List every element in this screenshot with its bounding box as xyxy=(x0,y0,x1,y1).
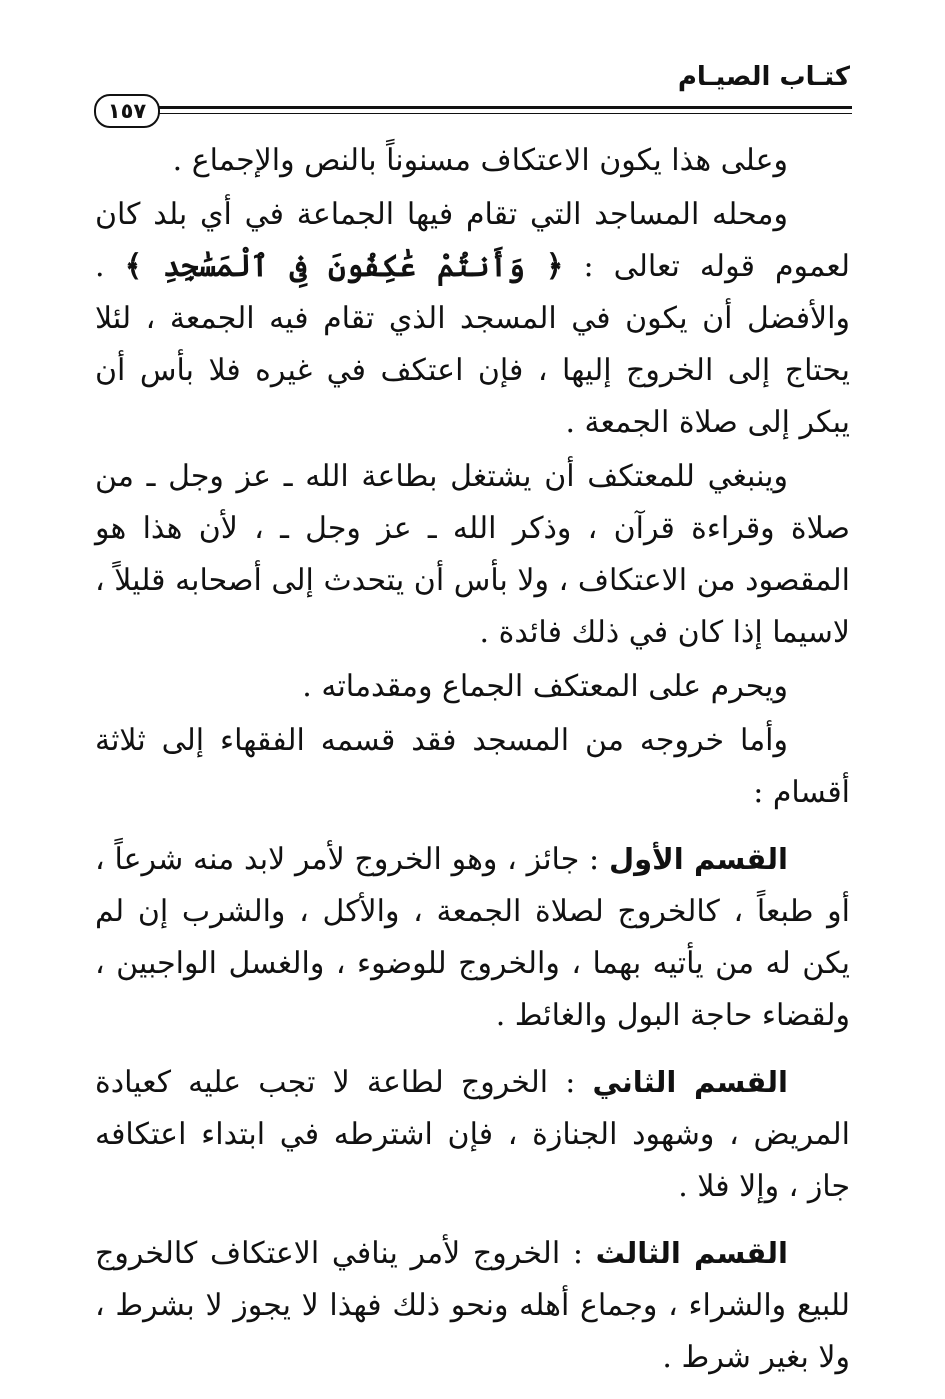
section-heading: القسم الثالث xyxy=(595,1236,788,1270)
paragraph: وعلى هذا يكون الاعتكاف مسنوناً بالنص والإجماع . xyxy=(172,143,788,178)
section-paragraph xyxy=(95,1227,850,1384)
quran-verse: ﴿ وَأَنتُمْ عَٰكِفُونَ فِى ٱلْمَسَٰجِدِ ﴾ xyxy=(124,249,564,284)
paragraph: وأما خروجه من المسجد فقد قسمه الفقهاء إلى ثلاثة أقسام : xyxy=(95,723,850,810)
section-text: : الخروج لأمر ينافي الاعتكاف كالخروج للبيع والشراء ، وجماع أهله ونحو ذلك فهذا لا يجوز لا بشرط ، ولا بغير شرط . xyxy=(95,1236,850,1375)
section-paragraph xyxy=(95,833,850,1042)
section-text: : الخروج لطاعة لا تجب عليه كعيادة المريض ، وشهود الجنازة ، فإن اشترطه في ابتداء اعتكافه جاز ، وإلا فلا . xyxy=(95,1065,850,1204)
paragraph: ويحرم على المعتكف الجماع ومقدماته . xyxy=(302,669,788,704)
header-rule xyxy=(140,106,852,109)
header-rule-thin xyxy=(140,113,852,114)
section-paragraph xyxy=(95,1056,850,1213)
running-title: كتـاب الصيـام xyxy=(677,62,850,92)
section-heading: القسم الثاني xyxy=(592,1065,788,1099)
body-text xyxy=(95,135,850,1384)
paragraph: وينبغي للمعتكف أن يشتغل بطاعة الله ـ عز وجل ـ من صلاة وقراءة قرآن ، وذكر الله ـ عز وجل ـ ، لأن هذا هو المقصود من الاعتكاف ، ولا بأس أن يتحدث إلى أصحابه قليلاً ، لاسيما إذا كان في ذلك فائدة . xyxy=(95,459,850,650)
section-text: : جائز ، وهو الخروج لأمر لابد منه شرعاً ، أو طبعاً ، كالخروج لصلاة الجمعة ، والأكل ، والشرب إن لم يكن له من يأتيه بهما ، والخروج للوضوء ، والغسل الواجبين ، ولقضاء حاجة البول والغائط . xyxy=(95,842,850,1033)
section-heading: القسم الأول xyxy=(608,842,788,876)
page-number: ١٥٧ xyxy=(94,94,160,128)
paragraph-text: ومحله المساجد التي تقام فيها الجماعة في أي بلد كان لعموم قوله تعالى : xyxy=(95,197,851,284)
paragraph xyxy=(95,189,850,449)
paragraph-text: . والأفضل أن يكون في المسجد الذي تقام فيه الجمعة ، لئلا يحتاج إلى الخروج إليها ، فإن اعتكف في غيره فلا بأس أن يبكر إلى صلاة الجمعة . xyxy=(95,249,850,440)
